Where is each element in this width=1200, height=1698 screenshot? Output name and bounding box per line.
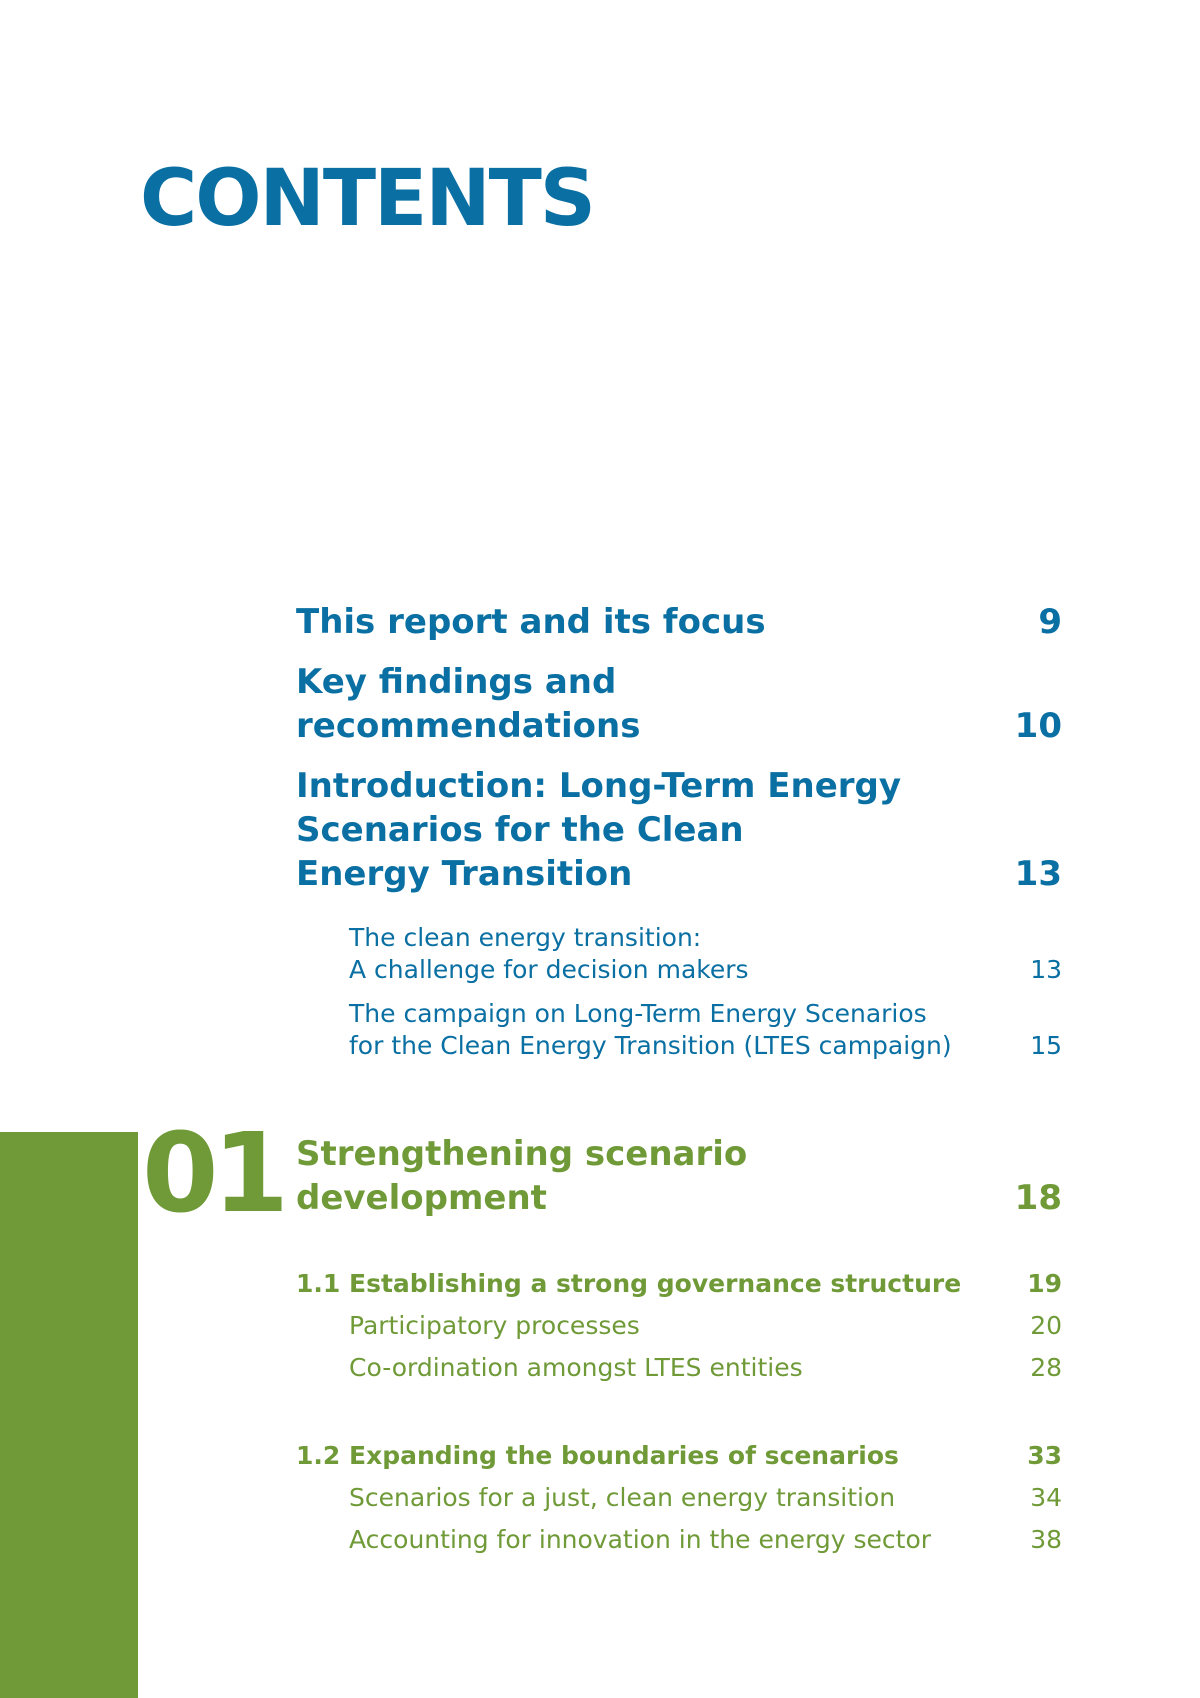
section-entry[interactable] bbox=[296, 1268, 1062, 1300]
toc-entry-title: Key findings and recommendations bbox=[296, 662, 641, 746]
toc-entry-page: 13 bbox=[1014, 854, 1062, 894]
section-entry[interactable] bbox=[296, 1440, 1062, 1472]
section-page: 19 bbox=[1027, 1269, 1062, 1298]
page-title: CONTENTS bbox=[140, 154, 594, 244]
chapter-color-bar bbox=[0, 1132, 138, 1698]
toc-entry[interactable] bbox=[296, 660, 1062, 748]
toc-entry[interactable] bbox=[296, 600, 1062, 644]
toc-entry-page: 9 bbox=[1038, 602, 1062, 642]
subsection-title: Scenarios for a just, clean energy transition bbox=[349, 1483, 896, 1512]
subsection-page: 38 bbox=[1030, 1525, 1062, 1554]
subsection-page: 34 bbox=[1030, 1483, 1062, 1512]
subsection-page: 20 bbox=[1030, 1311, 1062, 1340]
chapter-number: 01 bbox=[142, 1109, 284, 1237]
toc-intro bbox=[296, 600, 1062, 1074]
subsection-title: Co-ordination amongst LTES entities bbox=[349, 1353, 803, 1382]
subsection-title: Participatory processes bbox=[349, 1311, 640, 1340]
subsection-entry[interactable] bbox=[296, 1352, 1062, 1384]
section-page: 33 bbox=[1027, 1441, 1062, 1470]
chapter-entry[interactable] bbox=[296, 1132, 1062, 1220]
toc-subentry[interactable] bbox=[296, 998, 1062, 1062]
chapter-page: 18 bbox=[1014, 1178, 1062, 1218]
toc-entry-page: 10 bbox=[1014, 706, 1062, 746]
subsection-title: Accounting for innovation in the energy sector bbox=[349, 1525, 932, 1554]
subsection-page: 28 bbox=[1030, 1353, 1062, 1382]
toc-entry-title: This report and its focus bbox=[296, 602, 766, 642]
section-title: 1.2 Expanding the boundaries of scenarios bbox=[296, 1441, 899, 1470]
toc-subentry[interactable] bbox=[296, 922, 1062, 986]
subsection-entry[interactable] bbox=[296, 1310, 1062, 1342]
subsection-entry[interactable] bbox=[296, 1524, 1062, 1556]
toc-subentry-page: 15 bbox=[1030, 1031, 1062, 1060]
toc-subentry-title: The campaign on Long-Term Energy Scenarios for the Clean Energy Transition (LTES campaign) bbox=[349, 999, 952, 1060]
toc-entry[interactable] bbox=[296, 764, 1062, 896]
chapter-title: Strengthening scenario development bbox=[296, 1134, 748, 1218]
toc-subentry-page: 13 bbox=[1030, 955, 1062, 984]
subsection-entry[interactable] bbox=[296, 1482, 1062, 1514]
toc-subentry-title: The clean energy transition: A challenge for decision makers bbox=[349, 923, 749, 984]
section-title: 1.1 Establishing a strong governance structure bbox=[296, 1269, 962, 1298]
toc-chapter bbox=[296, 1132, 1062, 1556]
toc-entry-title: Introduction: Long-Term Energy Scenarios for the Clean Energy Transition bbox=[296, 766, 902, 894]
